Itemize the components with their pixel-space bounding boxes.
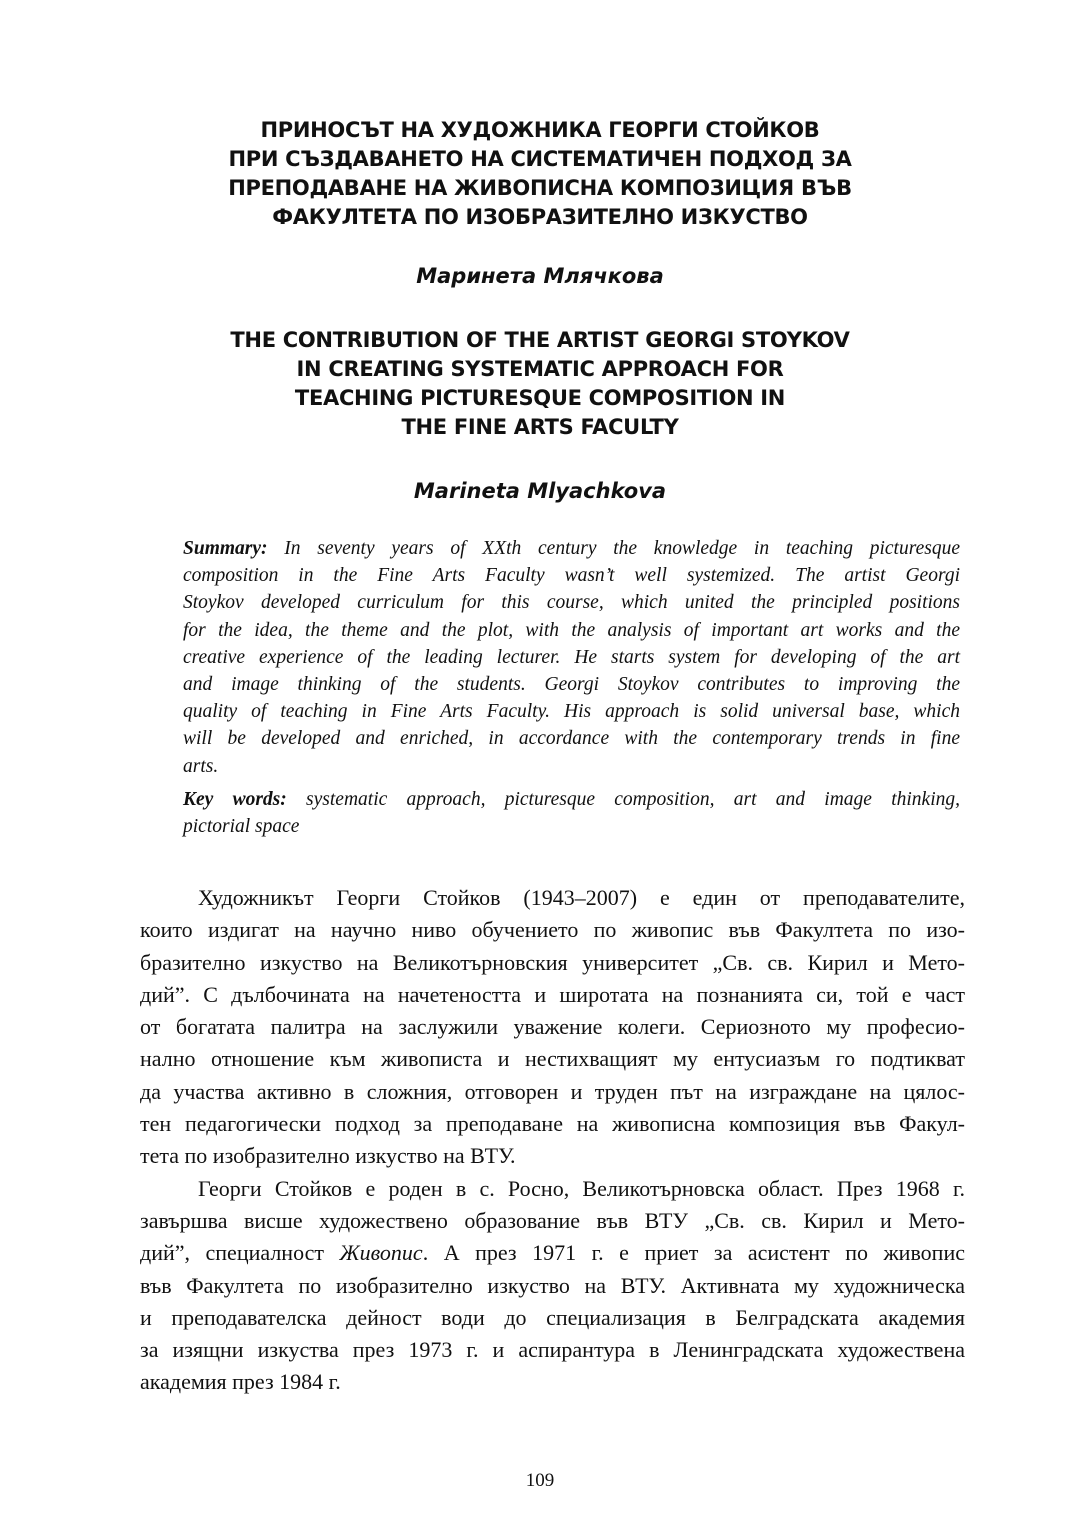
bulgarian-author: Маринета Млячкова: [416, 264, 664, 288]
title-line: ФАКУЛТЕТА ПО ИЗОБРАЗИТЕЛНО ИЗКУСТВО: [272, 205, 808, 229]
emphasis: Живопис: [339, 1240, 423, 1266]
body-line: и преподавателска дейност води до специализация в Белградската академия: [140, 1304, 965, 1330]
body-line: академия през 1984 г.: [140, 1369, 341, 1395]
body-text: [140, 882, 965, 1399]
page-number: 109: [525, 1470, 555, 1491]
keywords-block: [183, 786, 960, 840]
summary-line: for the idea, the theme and the plot, with the analysis of important art works and the: [183, 619, 960, 641]
summary-block: [183, 535, 960, 840]
title-line: TEACHING PICTURESQUE COMPOSITION IN: [294, 386, 786, 410]
body-line: бразително изкуство на Великотърновския университет „Св. св. Кирил и Мето-: [140, 949, 965, 975]
text: . А през 1971 г. е приет за асистент по живопис: [422, 1240, 965, 1266]
body-line: които издигат на научно ниво обучението по живопис във Факултета по изо-: [140, 917, 965, 943]
title-line: THE CONTRIBUTION OF THE ARTIST GEORGI STOYKOV: [230, 328, 850, 352]
title-line: ПРЕПОДАВАНЕ НА ЖИВОПИСНА КОМПОЗИЦИЯ ВЪВ: [228, 176, 852, 200]
title-line: ПРИНОСЪТ НА ХУДОЖНИКА ГЕОРГИ СТОЙКОВ: [260, 118, 820, 142]
body-line: тета по изобразително изкуство на ВТУ.: [140, 1143, 516, 1169]
keywords-label: Key words:: [183, 788, 287, 810]
title-line: THE FINE ARTS FACULTY: [401, 415, 679, 439]
summary-line: Stoykov developed curriculum for this course, which united the principled positions: [183, 592, 960, 614]
title-line: IN CREATING SYSTEMATIC APPROACH FOR: [296, 357, 784, 381]
body-line: във Факултета по изобразително изкуство на ВТУ. Активната му художническа: [140, 1272, 965, 1298]
body-line: от богатата палитра на заслужили уважение колеги. Сериозното му професио-: [140, 1014, 965, 1040]
summary-line: creative experience of the leading lecturer. He starts system for developing of the art: [183, 646, 960, 668]
summary-line: composition in the Fine Arts Faculty wasn’t well systemized. The artist Georgi: [183, 565, 960, 587]
summary-text: In seventy years of XXth century the knowledge in teaching picturesque: [267, 538, 960, 559]
body-line: да участва активно в сложния, отговорен и труден път на изграждане на цялос-: [140, 1078, 965, 1104]
summary-line: will be developed and enriched, in accordance with the contemporary trends in fine: [183, 728, 960, 750]
body-line: Георги Стойков е роден в с. Росно, Великотърновска област. През 1968 г.: [198, 1175, 965, 1201]
body-line: за изящни изкуства през 1973 г. и аспирантура в Ленинградската художествена: [140, 1337, 965, 1363]
body-line: нално отношение към живописта и нестихващият му ентусиазъм го подтикват: [140, 1046, 965, 1072]
body-line: [140, 1237, 965, 1269]
keywords-text: systematic approach, picturesque composition, art and image thinking,: [286, 788, 961, 810]
text: дий”, специалност: [140, 1240, 340, 1266]
body-line: тен педагогически подход за преподаване на живописна композиция във Факул-: [140, 1111, 965, 1137]
english-author: Marineta Mlyachkova: [413, 479, 667, 503]
summary-line: and image thinking of the students. Georgi Stoykov contributes to improving the: [183, 674, 960, 696]
title-line: ПРИ СЪЗДАВАНЕТО НА СИСТЕМАТИЧЕН ПОДХОД ЗА: [228, 147, 852, 171]
paragraph-1: [140, 882, 965, 1173]
body-line: завършва висше художествено образование във ВТУ „Св. св. Кирил и Мето-: [140, 1207, 965, 1233]
summary-line: arts.: [183, 755, 219, 777]
summary-line: quality of teaching in Fine Arts Faculty. His approach is solid universal base, which: [183, 701, 960, 723]
paragraph-2: [140, 1173, 965, 1399]
keywords-text: pictorial space: [183, 816, 300, 838]
body-line: Художникът Георги Стойков (1943–2007) е един от преподавателите,: [198, 885, 965, 910]
body-line: дий”. С дълбочината на начетеността и широтата на познанията си, той е част: [140, 981, 965, 1007]
summary-label: Summary:: [183, 538, 268, 559]
